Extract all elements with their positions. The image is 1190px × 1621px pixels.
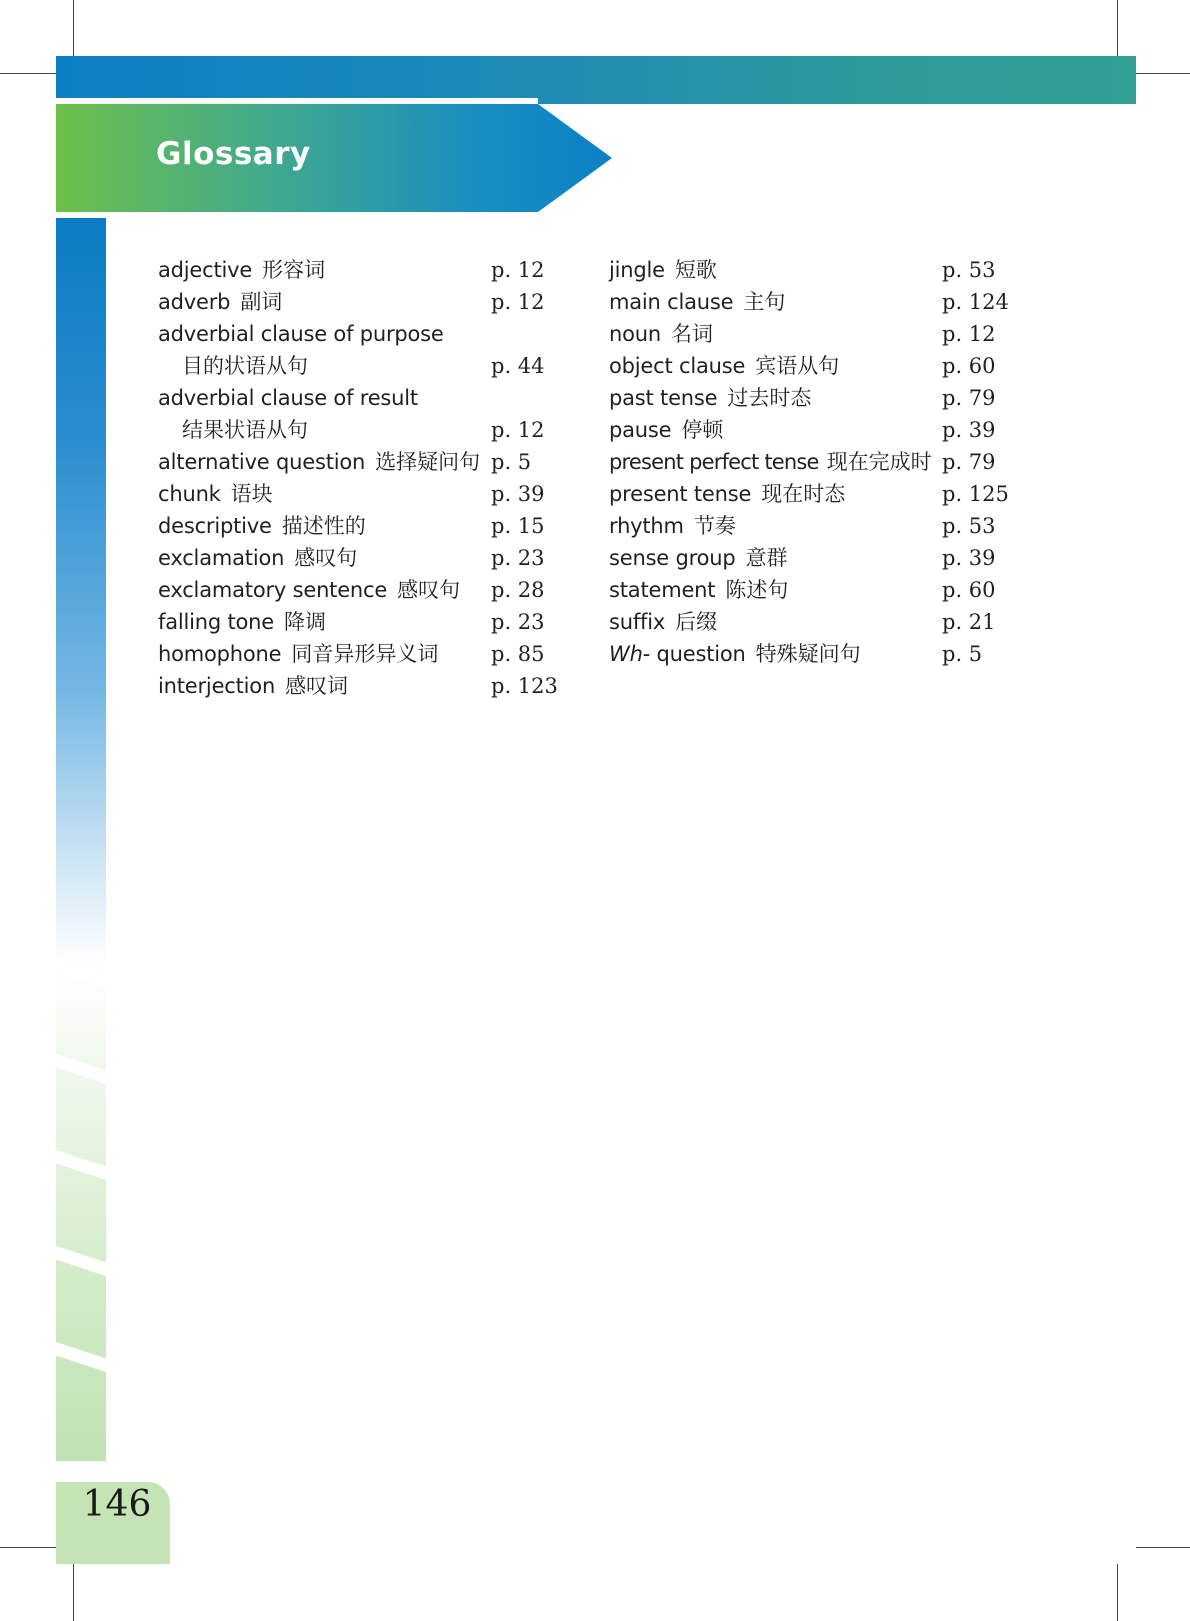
entry-page: p. 5 <box>491 450 532 474</box>
glossary-left-column <box>158 254 558 702</box>
entry-chinese: 名词 <box>670 322 713 346</box>
side-gradient-bar <box>56 218 106 1461</box>
entry-page: p. 60 <box>942 578 996 602</box>
entry-chinese: 同音异形异义词 <box>291 642 439 666</box>
entry-chinese: 现在完成时 <box>826 450 932 474</box>
glossary-entry <box>609 574 1019 606</box>
entry-term: chunk <box>158 482 221 506</box>
entry-chinese: 结果状语从句 <box>182 418 308 442</box>
glossary-entry-continuation <box>158 350 558 382</box>
crop-mark <box>73 0 74 56</box>
entry-term: present tense <box>609 482 752 506</box>
entry-term: past tense <box>609 386 718 410</box>
glossary-entry <box>158 670 558 702</box>
crop-mark <box>73 1564 74 1621</box>
page-title: Glossary <box>156 136 311 172</box>
entry-page: p. 125 <box>942 482 1009 506</box>
crop-mark <box>1136 1547 1190 1548</box>
entry-page: p. 53 <box>942 514 996 538</box>
entry-page: p. 39 <box>942 546 996 570</box>
entry-chinese: 节奏 <box>693 514 736 538</box>
glossary-entry <box>158 382 558 414</box>
entry-term: interjection <box>158 674 276 698</box>
entry-term: suffix <box>609 610 666 634</box>
glossary-entry <box>609 542 1019 574</box>
glossary-entry <box>609 510 1019 542</box>
entry-term: adjective <box>158 258 253 282</box>
glossary-entry <box>609 638 1019 670</box>
entry-term: exclamation <box>158 546 285 570</box>
entry-page: p. 85 <box>491 642 545 666</box>
glossary-entry <box>609 318 1019 350</box>
entry-page: p. 21 <box>942 610 996 634</box>
glossary-entry <box>158 478 558 510</box>
title-banner <box>56 104 612 212</box>
glossary-entry <box>158 574 558 606</box>
page-number: 146 <box>82 1484 152 1525</box>
entry-page: p. 123 <box>491 674 558 698</box>
glossary-entry <box>158 638 558 670</box>
entry-page: p. 12 <box>491 258 545 282</box>
entry-page: p. 12 <box>491 418 545 442</box>
glossary-entry <box>158 254 558 286</box>
entry-chinese: 描述性的 <box>281 514 366 538</box>
entry-page: p. 23 <box>491 546 545 570</box>
entry-page: p. 79 <box>942 450 996 474</box>
entry-page: p. 60 <box>942 354 996 378</box>
entry-chinese: 短歌 <box>674 258 717 282</box>
glossary-entry <box>609 446 1019 478</box>
entry-page: p. 28 <box>491 578 545 602</box>
glossary-entry <box>609 254 1019 286</box>
entry-term-italic: Wh- <box>609 642 651 666</box>
glossary-entry <box>609 350 1019 382</box>
entry-page: p. 39 <box>491 482 545 506</box>
entry-page: p. 23 <box>491 610 545 634</box>
entry-chinese: 陈述句 <box>725 578 789 602</box>
entry-term: present perfect tense <box>609 450 819 474</box>
entry-term: alternative question <box>158 450 366 474</box>
entry-term: sense group <box>609 546 736 570</box>
crop-mark <box>1117 0 1118 56</box>
entry-chinese: 选择疑问句 <box>375 450 481 474</box>
entry-term: main clause <box>609 290 734 314</box>
glossary-entry <box>609 414 1019 446</box>
banner-edge <box>56 98 538 104</box>
entry-page: p. 12 <box>491 290 545 314</box>
entry-page: p. 12 <box>942 322 996 346</box>
entry-term: exclamatory sentence <box>158 578 388 602</box>
entry-chinese: 形容词 <box>262 258 326 282</box>
entry-page: p. 44 <box>491 354 545 378</box>
entry-term: noun <box>609 322 661 346</box>
glossary-entry <box>609 382 1019 414</box>
glossary-entry <box>158 446 558 478</box>
entry-term: descriptive <box>158 514 272 538</box>
glossary-entry <box>158 606 558 638</box>
entry-term: falling tone <box>158 610 274 634</box>
crop-mark <box>1117 1564 1118 1621</box>
entry-term: statement <box>609 578 716 602</box>
entry-chinese: 副词 <box>240 290 283 314</box>
entry-chinese: 降调 <box>284 610 326 634</box>
entry-term: question <box>650 642 746 666</box>
entry-page: p. 79 <box>942 386 996 410</box>
entry-chinese: 感叹句 <box>397 578 461 602</box>
entry-chinese: 语块 <box>230 482 273 506</box>
crop-mark <box>0 1547 56 1548</box>
entry-chinese: 意群 <box>745 546 788 570</box>
entry-chinese: 感叹词 <box>285 674 349 698</box>
glossary-entry <box>158 318 558 350</box>
entry-chinese: 主句 <box>743 290 786 314</box>
header-band <box>56 56 1136 104</box>
entry-page: p. 124 <box>942 290 1009 314</box>
entry-term: pause <box>609 418 672 442</box>
entry-page: p. 53 <box>942 258 996 282</box>
entry-chinese: 后缀 <box>675 610 718 634</box>
entry-chinese: 现在时态 <box>761 482 846 506</box>
entry-chinese: 宾语从句 <box>755 354 840 378</box>
glossary-entry <box>158 286 558 318</box>
entry-term: adverbial clause of purpose <box>158 322 444 346</box>
entry-page: p. 39 <box>942 418 996 442</box>
entry-term: adverbial clause of result <box>158 386 418 410</box>
entry-page: p. 15 <box>491 514 545 538</box>
glossary-entry <box>609 286 1019 318</box>
entry-chinese: 特殊疑问句 <box>755 642 861 666</box>
entry-term: homophone <box>158 642 282 666</box>
entry-term: object clause <box>609 354 746 378</box>
glossary-entry <box>609 478 1019 510</box>
entry-term: adverb <box>158 290 231 314</box>
crop-mark <box>1136 73 1190 74</box>
entry-term: jingle <box>609 258 665 282</box>
entry-chinese: 目的状语从句 <box>182 354 308 378</box>
glossary-entry-continuation <box>158 414 558 446</box>
entry-chinese: 停顿 <box>681 418 724 442</box>
glossary-entry <box>158 510 558 542</box>
glossary-entry <box>158 542 558 574</box>
glossary-right-column <box>609 254 1019 670</box>
entry-chinese: 感叹句 <box>294 546 358 570</box>
glossary-entry <box>609 606 1019 638</box>
entry-page: p. 5 <box>942 642 983 666</box>
entry-term: rhythm <box>609 514 684 538</box>
entry-chinese: 过去时态 <box>727 386 812 410</box>
crop-mark <box>0 73 56 74</box>
